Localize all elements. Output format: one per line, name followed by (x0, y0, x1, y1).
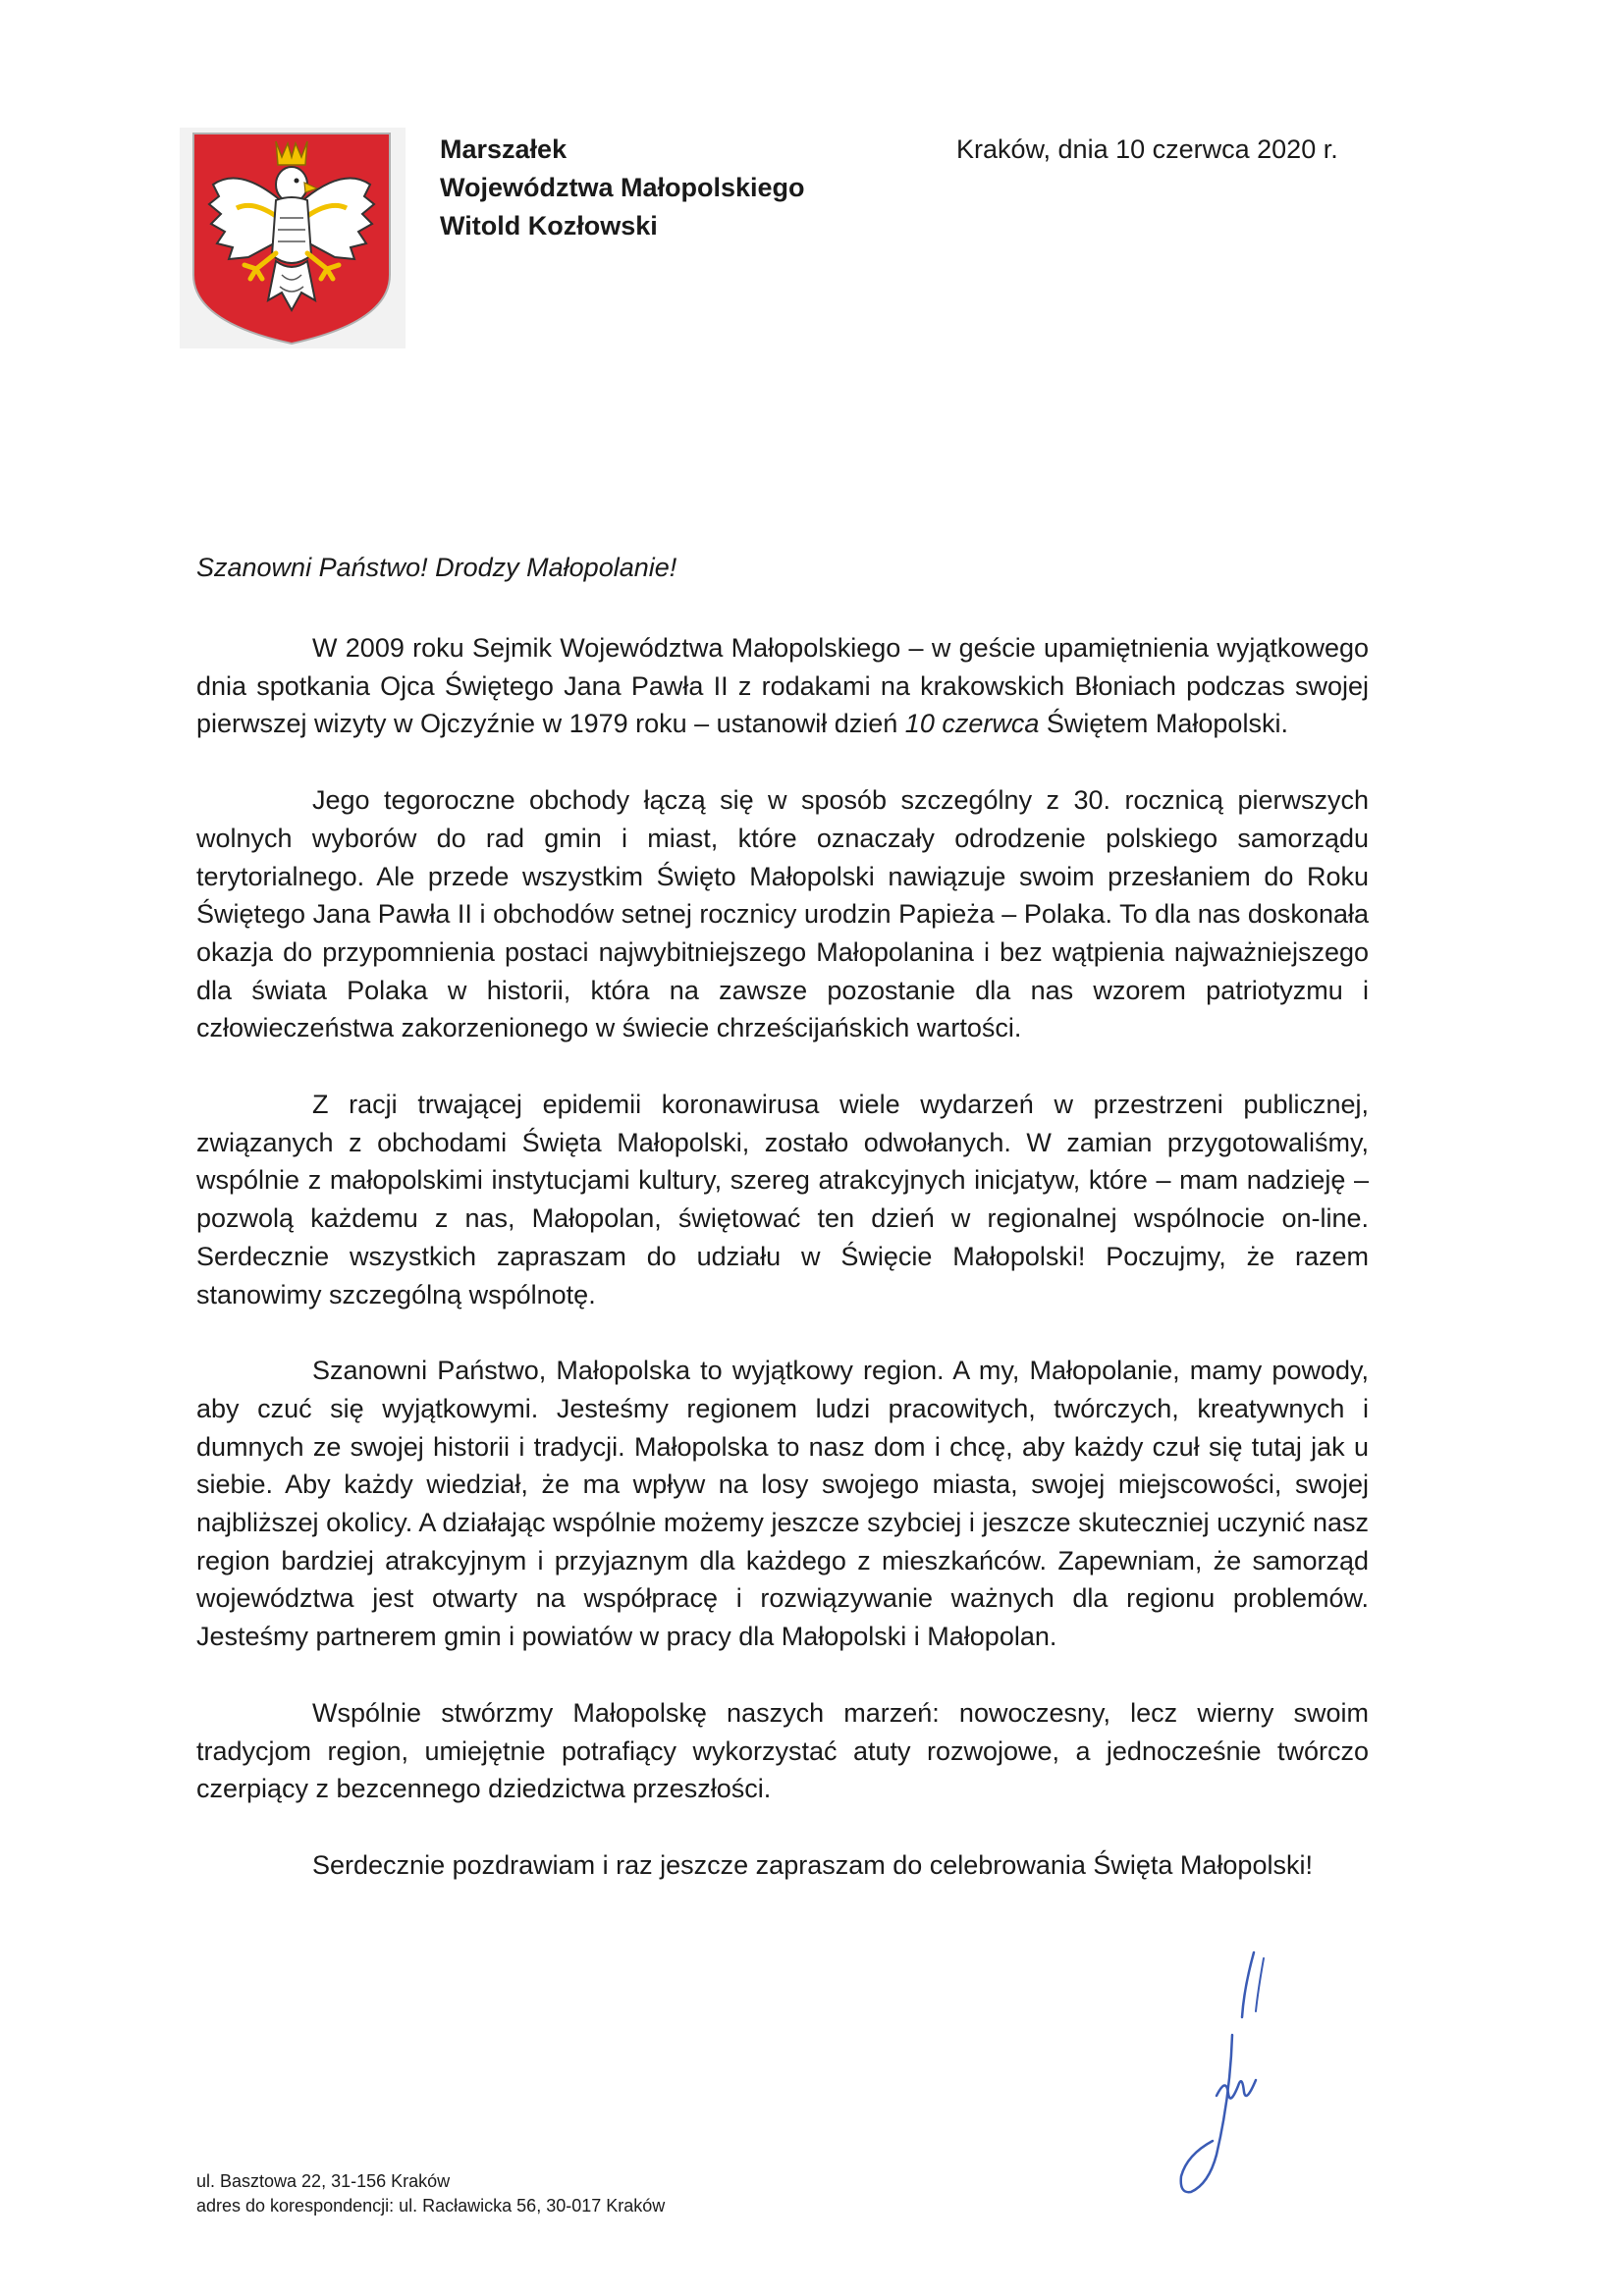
sender-title: Marszałek (440, 134, 568, 164)
coat-of-arms-icon (180, 128, 406, 348)
paragraph-1-text-end: Świętem Małopolski. (1039, 709, 1288, 739)
paragraph-1-date-emphasis: 10 czerwca (904, 709, 1040, 739)
paragraph-6: Serdecznie pozdrawiam i raz jeszcze zapraszam do celebrowania Święta Małopolski! (312, 1849, 1313, 1880)
paragraph-1-text: W 2009 roku Sejmik Województwa Małopolskiego – w geście upamiętnienia wyjątkowego dnia spotkania Ojca Świętego Jana Pawła II z rodakami na krakowskich Błoniach podczas swojej pierwszej wizyty w Ojczyźnie w 1979 roku – ustanowił dzień (196, 633, 1369, 739)
paragraph-1 (196, 629, 1369, 743)
signature-icon (1173, 1949, 1301, 2199)
footer-address-line: ul. Basztowa 22, 31-156 Kraków (196, 2171, 451, 2191)
footer-correspondence-line: adres do korespondencji: ul. Racławicka 56, 30-017 Kraków (196, 2196, 666, 2216)
paragraph-5: Wspólnie stwórzmy Małopolskę naszych marzeń: nowoczesny, lecz wierny swoim tradycjom region, umiejętnie potrafiący wykorzystać atuty rozwojowe, a jednocześnie twórczo czerpiący z bezcennego dziedzictwa przeszłości. (196, 1697, 1369, 1804)
letter-date: Kraków, dnia 10 czerwca 2020 r. (956, 134, 1338, 164)
footer-address (196, 2169, 665, 2218)
paragraph-2: Jego tegoroczne obchody łączą się w sposób szczególny z 30. rocznicą pierwszych wolnych wyborów do rad gmin i miast, które oznaczały odrodzenie polskiego samorządu terytorialnego. Ale przede wszystkim Święto Małopolski nawiązuje swoim przesłaniem do Roku Świętego Jana Pawła II i obchodów setnej rocznicy urodzin Papieża – Polaka. To dla nas doskonała okazja do przypomnienia postaci najwybitniejszego Małopolanina i bez wątpienia najważniejszego dla świata Polaka w historii, która na zawsze pozostanie dla nas wzorem patriotyzmu i człowieczeństwa zakorzenionego w świecie chrześcijańskich wartości. (196, 785, 1369, 1043)
letter-body (196, 629, 1369, 1885)
paragraph-4: Szanowni Państwo, Małopolska to wyjątkowy region. A my, Małopolanie, mamy powody, aby czuć się wyjątkowymi. Jesteśmy regionem ludzi pracowitych, twórczych, kreatywnych i dumnych ze swojej historii i tradycji. Małopolska to nasz dom i chcę, aby każdy czuł się tutaj jak u siebie. Aby każdy wiedział, że ma wpływ na losy swojego miasta, swojej miejscowości, swojej najbliższej okolicy. A działając wspólnie możemy jeszcze szybciej i jeszcze skuteczniej uczynić nasz region bardziej atrakcyjnym i przyjaznym dla każdego z mieszkańców. Zapewniam, że samorząd województwa jest otwarty na współpracę i rozwiązywanie ważnych dla regionu problemów. Jesteśmy partnerem gmin i powiatów w pracy dla Małopolski i Małopolan. (196, 1356, 1369, 1652)
salutation: Szanowni Państwo! Drodzy Małopolanie! (196, 553, 677, 582)
sender-office: Województwa Małopolskiego (440, 173, 805, 202)
sender-block (440, 131, 805, 245)
sender-name: Witold Kozłowski (440, 211, 658, 240)
paragraph-3: Z racji trwającej epidemii koronawirusa wiele wydarzeń w przestrzeni publicznej, związanych z obchodami Święta Małopolski, zostało odwołanych. W zamian przygotowaliśmy, wspólnie z małopolskimi instytucjami kultury, szereg atrakcyjnych inicjatyw, które – mam nadzieję – pozwolą każdemu z nas, Małopolan, świętować ten dzień w regionalnej wspólnocie on-line. Serdecznie wszystkich zapraszam do udziału w Święcie Małopolski! Poczujmy, że razem stanowimy szczególną wspólnotę. (196, 1090, 1369, 1309)
